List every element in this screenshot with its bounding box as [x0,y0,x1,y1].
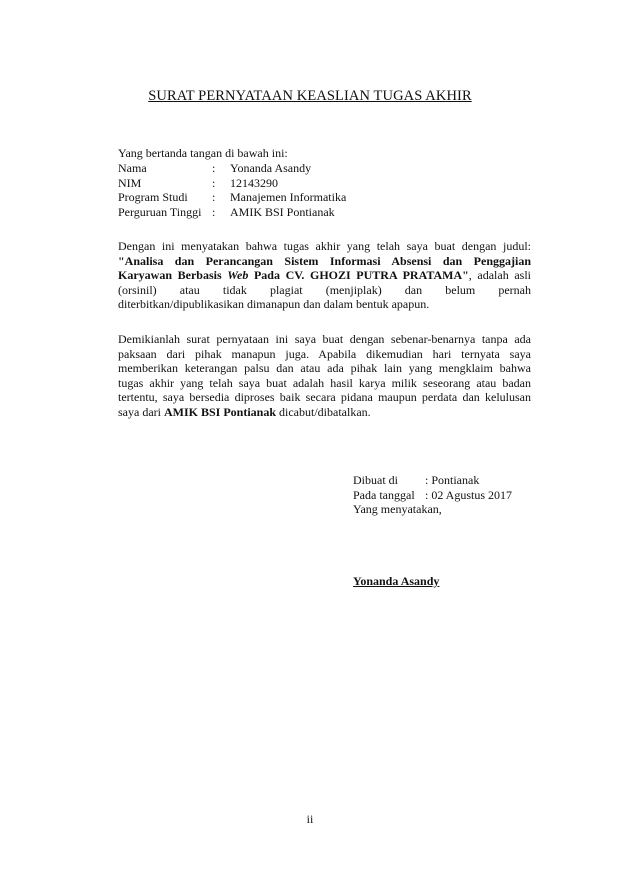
identity-separator: : [212,161,216,175]
thesis-title-part: Pada CV. GHOZI PUTRA PRATAMA" [248,268,469,283]
signature-date-row [353,488,512,503]
signature-block [353,473,512,517]
signatory-name: Yonanda Asandy [353,574,440,588]
statement-line: (orsinil) atau tidak plagiat (menjiplak) dan belum pernah [118,282,531,297]
place-label: Dibuat di [353,473,398,487]
identity-label: Program Studi [118,190,188,205]
closing-line: Demikianlah surat pernyataan ini saya buat dengan sebenar-benarnya tanpa ada [118,332,531,346]
date-value: : 02 Agustus 2017 [425,487,513,502]
identity-separator: : [212,175,216,190]
identity-row-program [118,190,346,205]
statement-line: Dengan ini menyatakan bahwa tugas akhir yang telah saya buat dengan judul: [118,239,531,253]
statement-tail: , adalah asli [468,268,531,283]
thesis-title-part: Karyawan Berbasis [118,268,228,283]
institution-name: AMIK BSI Pontianak [163,404,277,419]
identity-table [118,161,346,219]
closing-paragraph [118,332,531,420]
intro-text: Yang bertanda tangan di bawah ini: [118,146,288,160]
thesis-title-line [118,268,531,283]
thesis-title-italic: Web [227,268,249,283]
closing-line: tertentu, saya bersedia diproses baik secara pidana maupun perdata dan kelulusan [118,390,531,405]
identity-label: Nama [118,161,147,175]
identity-separator: : [212,204,216,219]
closing-text: dicabut/dibatalkan. [276,404,371,419]
thesis-title-line: "Analisa dan Perancangan Sistem Informasi Absensi dan Penggajian [118,253,531,268]
closing-line: memberikan keterangan palsu dan atau ada pihak lain yang mengklaim bahwa [118,361,531,376]
identity-row-nim [118,176,346,191]
identity-value: Yonanda Asandy [230,161,312,175]
identity-row-institution [118,205,346,220]
identity-value: 12143290 [230,175,278,190]
page-number: ii [306,812,314,826]
closing-line: paksaan dari pihak manapun juga. Apabila dikemudian hari ternyata saya [118,346,531,361]
date-label: Pada tanggal [353,487,415,502]
signature-place-row [353,473,512,488]
statement-paragraph [118,239,531,312]
closing-line: tugas akhir yang telah saya buat adalah hasil karya milik seseorang atau badan [118,375,531,390]
identity-label: Perguruan Tinggi [118,204,202,219]
place-value: : Pontianak [425,473,480,487]
statement-line: diterbitkan/dipublikasikan dimanapun dan dalam bentuk apapun. [118,297,430,312]
identity-separator: : [212,190,216,205]
declarant-label: Yang menyatakan, [353,502,442,517]
closing-text: saya dari [118,404,164,419]
identity-value: Manajemen Informatika [230,190,347,205]
identity-value: AMIK BSI Pontianak [230,204,335,219]
identity-label: NIM [118,175,142,190]
closing-line [118,405,531,420]
identity-row-name [118,161,346,176]
document-title: SURAT PERNYATAAN KEASLIAN TUGAS AKHIR [148,88,472,104]
signature-details [353,473,512,502]
